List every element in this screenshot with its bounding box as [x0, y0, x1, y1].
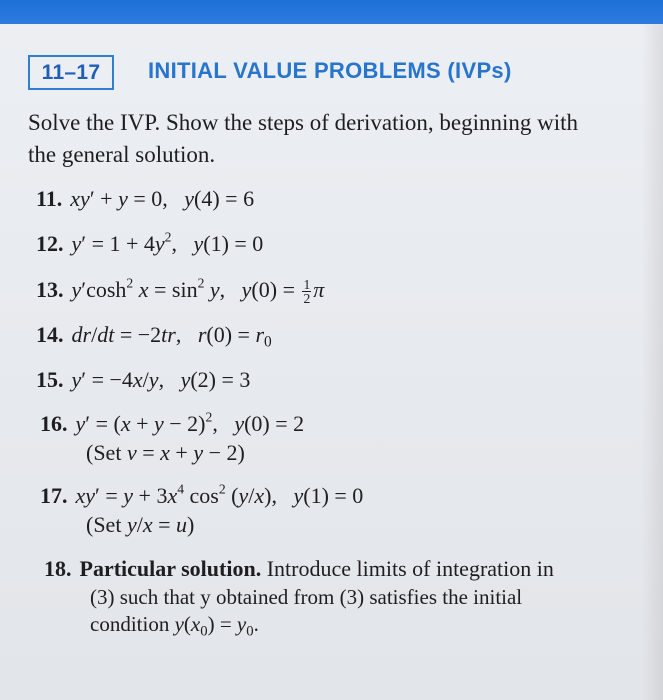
- problem-number: 15.: [36, 367, 64, 392]
- problem-number: 14.: [36, 322, 64, 347]
- problem-number: 17.: [40, 483, 68, 508]
- problem-14: 14. dr/dt = −2tr, $r(0) = r_0$: [36, 322, 272, 351]
- one-half-fraction: $\frac{1}{2}$: [303, 276, 311, 307]
- instructions-line-2: the general solution.: [28, 142, 216, 167]
- problem-16: 16. $y' = (x + y - 2)^2$, y(0) = 2: [40, 409, 305, 436]
- problem-12: 12. $y' = 1 + 4y^2$, y(1) = 0: [36, 229, 264, 256]
- problem-17-hint: (Set y/x = u): [86, 512, 195, 537]
- problem-number: 18.: [44, 556, 72, 581]
- problem-18-line-1: Introduce limits of integration in: [261, 556, 554, 581]
- instructions-line-1: Solve the IVP. Show the steps of derivation, beginning with: [28, 110, 579, 135]
- problem-18-heading: Particular solution.: [79, 556, 262, 581]
- problem-18-line-3: condition $y(x_0) = y_0$.: [90, 612, 259, 640]
- problem-17: 17. $xy' = y + 3x^4$ $\cos^2 (y/x)$, y(1) = 0: [40, 481, 364, 508]
- page-edge-shadow: [641, 24, 663, 700]
- problem-18-line-3-prefix: condition: [90, 612, 175, 636]
- problem-number: 16.: [40, 411, 68, 436]
- problem-13: 13. $y'\cosh^2$ $x = \sin^2 y$, y(0) = $\frac{1}{2}$ π: [36, 275, 325, 307]
- section-title: INITIAL VALUE PROBLEMS (IVPs): [148, 58, 512, 83]
- problem-number: 13.: [36, 277, 64, 302]
- problem-range-label: 11–17: [41, 60, 101, 84]
- problem-18-line-2: (3) such that y obtained from (3) satisfies the initial: [90, 585, 523, 609]
- top-color-bar: [0, 0, 663, 24]
- problem-16-hint: (Set v = x + y − 2): [86, 440, 245, 465]
- problem-number: 12.: [36, 231, 64, 256]
- problem-18: [44, 556, 554, 582]
- problem-15: 15. y′ = −4x/y, y(2) = 3: [36, 367, 251, 392]
- problem-11: 11. xy′ + y = 0, y(4) = 6: [36, 186, 255, 211]
- problem-range-box: [28, 55, 114, 90]
- problem-number: 11.: [36, 186, 63, 211]
